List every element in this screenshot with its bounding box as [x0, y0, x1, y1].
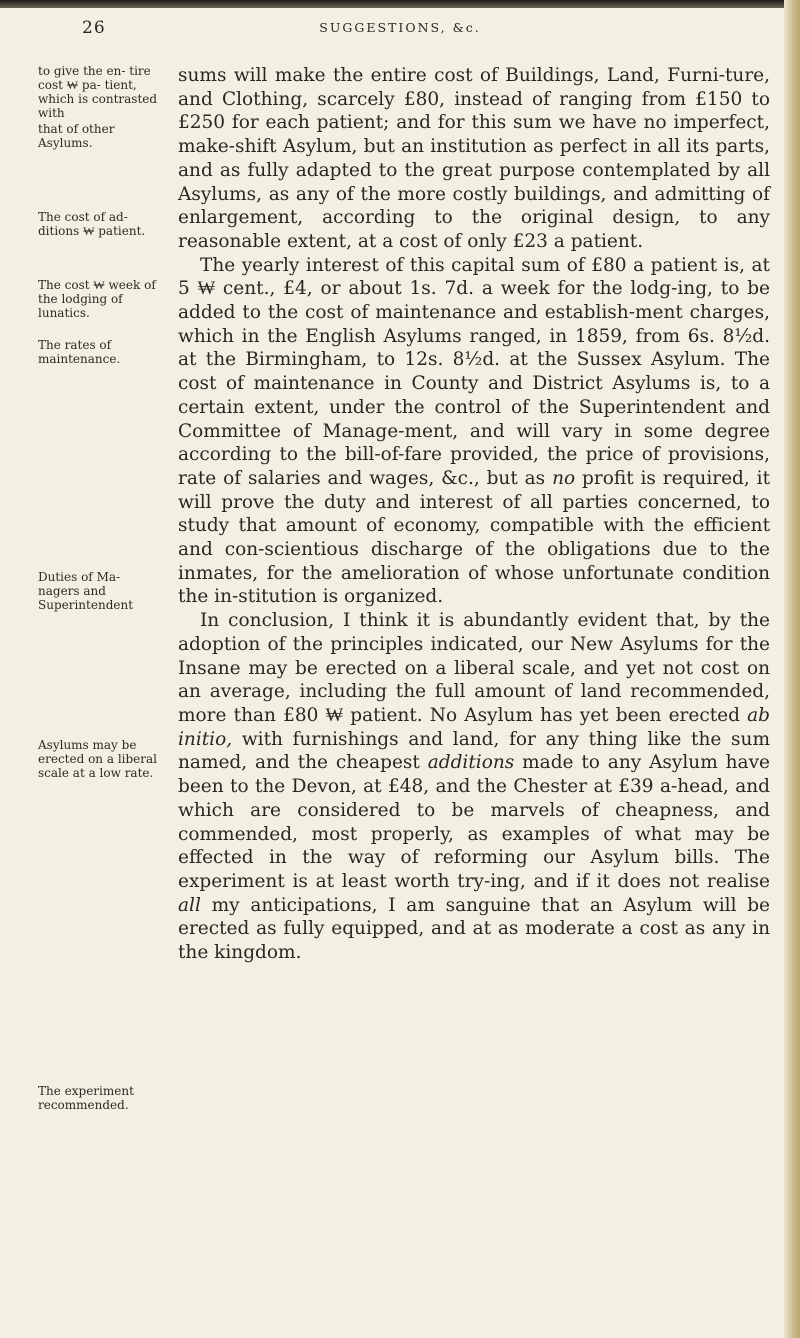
- conclusion-text-c: made to any Asylum have been to the Devon, at £48, and the Chester at £39 a-head, and which are considered to be marvels of cheapness, and commended, most properly, as examples of what may be effected in the way of reforming our Asylum bills. The experiment is at least worth try-ing, and if it does not realise: [178, 752, 770, 892]
- emphasis-no: no: [552, 467, 576, 489]
- sidenote-other-asylums: that of other Asylums.: [38, 122, 115, 150]
- running-head: SUGGESTIONS, &c.: [319, 20, 481, 35]
- sidenote-liberal-scale: Asylums may be erected on a liberal scale at a low rate.: [38, 738, 158, 780]
- sidenote-cost-per-week: The cost ₩ week of the lodging of lunatics.: [38, 278, 156, 320]
- conclusion-text-b: with furnishings and land, for any thing like the sum named, and the cheapest: [178, 728, 770, 774]
- emphasis-all: all: [178, 894, 201, 916]
- body-text: [178, 64, 770, 965]
- paragraph-interest: [178, 254, 770, 610]
- page-number: 26: [82, 18, 106, 38]
- paragraph-interest-end: profit is required, it will prove the duty and interest of all parties concerned, to study that amount of economy, compatible with the efficient and con-scientious discharge of the obligations due to the inmates, for the amelioration of whose unfortunate condition the in-stitution is organized.: [178, 467, 771, 608]
- conclusion-text-d: my anticipations, I am sanguine that an Asylum will be erected as fully equipped, and at as moderate a cost as any in the kingdom.: [178, 894, 771, 964]
- sidenote-entire-cost: to give the en- tire cost ₩ pa- tient, which is contrasted with: [38, 64, 158, 120]
- sidenote-duties-managers: Duties of Ma- nagers and Superintendent: [38, 570, 134, 612]
- emphasis-additions: additions: [427, 752, 515, 774]
- sidenote-cost-additions: The cost of ad- ditions ₩ patient.: [38, 210, 146, 238]
- emphasis-ab-initio: ab initio,: [178, 704, 770, 750]
- page-binding-edge: [784, 0, 800, 1338]
- page-top-edge: [0, 0, 800, 8]
- sidenote-experiment: The experiment recommended.: [38, 1084, 134, 1112]
- paragraph-interest-text: The yearly interest of this capital sum of £80 a patient is, at 5 ₩ cent., £4, or about 1s. 7d. a week for the lodg-ing, to be added to the cost of maintenance and establish-ment charges, which in the English Asylums ranged, in 1859, from 6s. 8½d. at the Birmingham, to 12s. 8½d. at the Sussex Asylum. The cost of maintenance in County and District Asylums is, to a certain extent, under the control of the Superintendent and Committee of Manage-ment, and will vary in some degree according to the bill-of-fare provided, the price of provisions, rate of salaries and wages, &c., but as: [178, 254, 770, 489]
- page-header: [0, 14, 800, 44]
- paragraph-cost: sums will make the entire cost of Buildings, Land, Furni-ture, and Clothing, scarcely £80, instead of ranging from £150 to £250 for each patient; and for this sum we have no imperfect, make-shift Asylum, but an institution as perfect in all its parts, and as fully adapted to the great purpose contemplated by all Asylums, as any of the more costly buildings, and admitting of enlargement, according to the original design, to any reasonable extent, at a cost of only £23 a patient.: [178, 65, 770, 252]
- paragraph-conclusion: [178, 609, 770, 965]
- sidenote-rates-maintenance: The rates of maintenance.: [38, 338, 121, 366]
- conclusion-text-a: In conclusion, I think it is abundantly evident that, by the adoption of the principles indicated, our New Asylums for the Insane may be erected on a liberal scale, and yet not cost on an average, including the full amount of land recommended, more than £80 ₩ patient. No Asylum has yet been erected: [178, 610, 770, 726]
